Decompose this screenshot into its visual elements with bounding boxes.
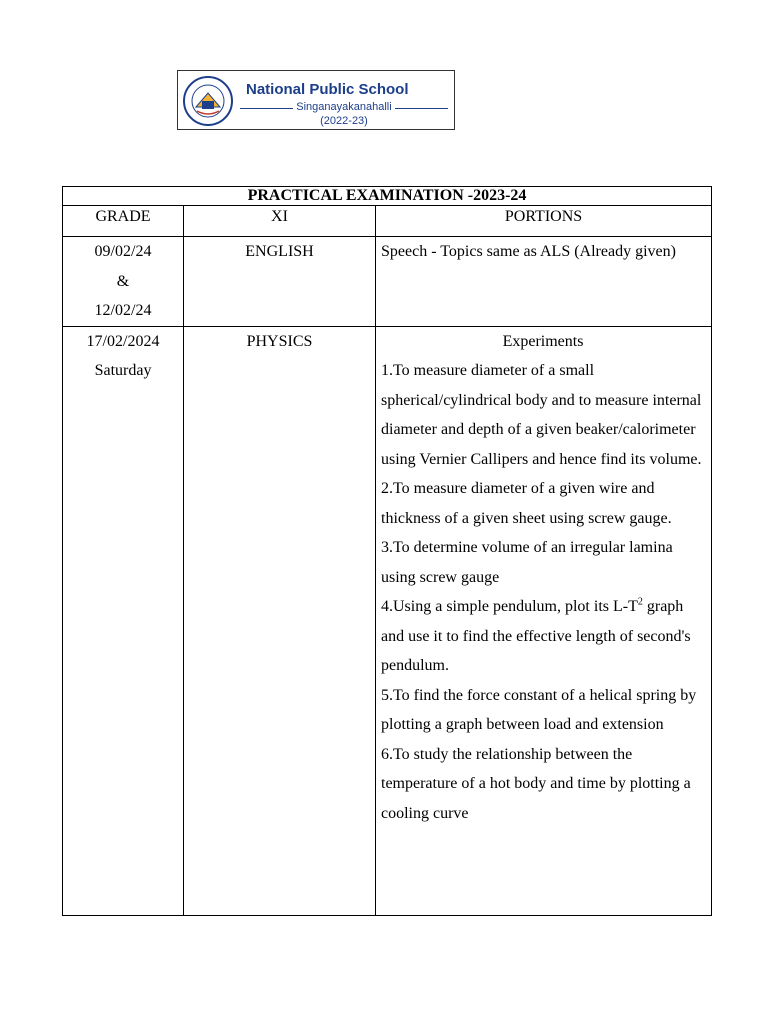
header-grade: GRADE — [63, 206, 184, 237]
experiment-item: 3.To determine volume of an irregular lamina using screw gauge — [381, 539, 673, 586]
subject-cell: PHYSICS — [184, 326, 376, 915]
date-line: Saturday — [94, 362, 152, 379]
school-name: National Public School — [246, 81, 409, 98]
experiment-item — [381, 592, 705, 681]
experiment-text: 4.Using a simple pendulum, plot its L-T — [381, 598, 638, 615]
superscript: 2 — [637, 596, 643, 608]
date-line: & — [116, 272, 130, 290]
table-title: PRACTICAL EXAMINATION -2023-24 — [63, 187, 712, 206]
date-line: 17/02/2024 — [86, 332, 160, 350]
date-cell — [63, 237, 184, 327]
experiment-item: 6.To study the relationship between the temperature of a hot body and time by plotting a cooling curve — [381, 745, 691, 822]
school-year: (2022-23) — [320, 115, 368, 127]
date-line: 12/02/24 — [94, 302, 152, 319]
experiment-item: 1.To measure diameter of a small spherical/cylindrical body and to measure internal diameter and depth of a given beaker/calorimeter using Vernier Callipers and hence find its volume. — [381, 362, 702, 468]
table-title-row — [63, 187, 712, 206]
portion-cell: Speech - Topics same as ALS (Already given) — [376, 237, 712, 327]
date-line: 09/02/24 — [94, 243, 152, 260]
school-logo-box — [177, 70, 455, 130]
exam-schedule-table — [62, 186, 712, 916]
experiment-item: 5.To find the force constant of a helical spring by plotting a graph between load and extension — [381, 686, 697, 733]
subject-cell: ENGLISH — [184, 237, 376, 327]
experiment-text: graph and use it to find the effective length of second's pendulum. — [381, 598, 691, 674]
table-row — [63, 326, 712, 915]
header-class: XI — [184, 206, 376, 237]
portion-cell — [376, 326, 712, 915]
experiment-item: 2.To measure diameter of a given wire and thickness of a given sheet using screw gauge. — [381, 480, 672, 527]
school-location: Singanayakanahalli — [293, 101, 394, 113]
header-portions: PORTIONS — [376, 206, 712, 237]
date-cell — [63, 326, 184, 915]
table-row — [63, 237, 712, 327]
experiments-heading: Experiments — [502, 332, 584, 350]
school-location-row — [240, 101, 448, 115]
school-seal-icon — [182, 75, 234, 127]
table-header-row — [63, 206, 712, 237]
